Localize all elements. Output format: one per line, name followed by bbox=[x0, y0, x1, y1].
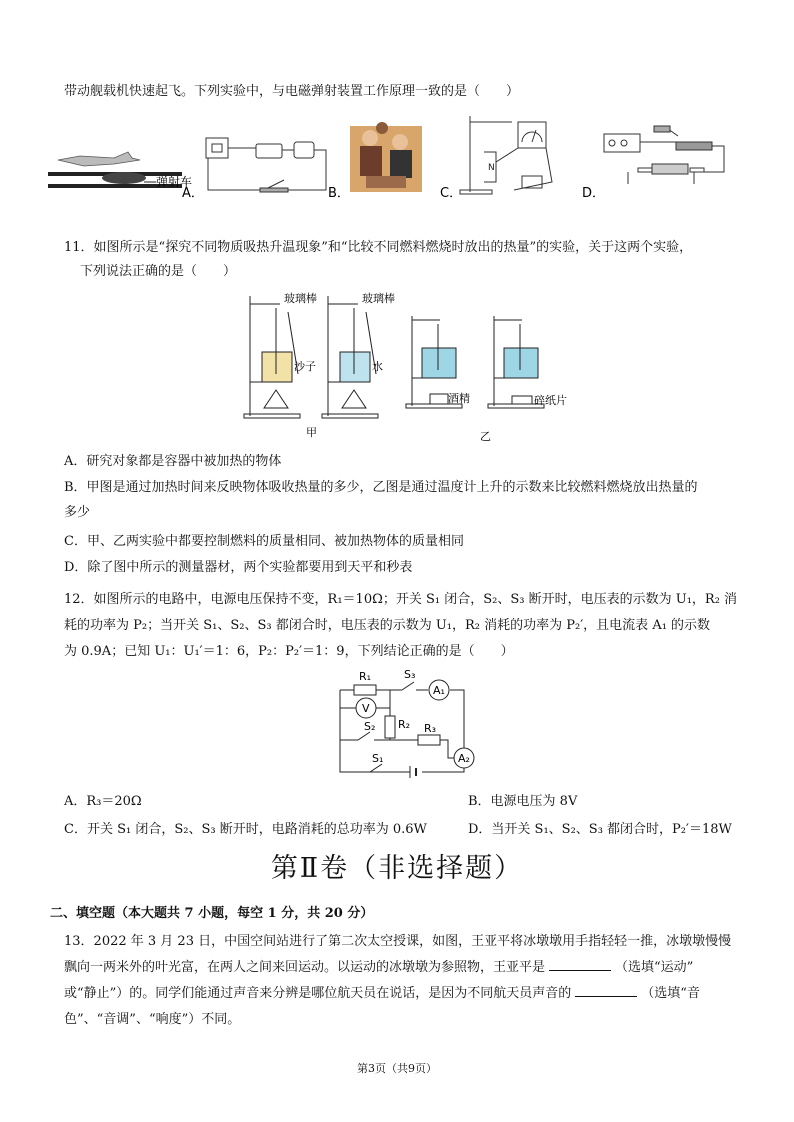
catapult-figure bbox=[48, 152, 192, 189]
answer-blank-1[interactable] bbox=[549, 958, 611, 971]
r1-label: R₁ bbox=[359, 670, 372, 683]
q12-option-c: C．开关 S₁ 闭合，S₂、S₃ 断开时，电路消耗的总功率为 0.6W bbox=[64, 822, 427, 837]
q13-line2-hint: （选填“运动” bbox=[615, 960, 694, 975]
q13-line2-text: 飘向一两米外的叶光富，在两人之间来回运动。以运动的冰墩墩为参照物，王亚平是 bbox=[64, 960, 546, 975]
q13-line1: 13．2022 年 3 月 23 日，中国空间站进行了第二次太空授课，如图，王亚平将冰墩墩用手指轻轻一推，冰墩墩慢慢 bbox=[64, 934, 732, 949]
q12-option-a: A．R₃＝20Ω bbox=[64, 794, 142, 809]
q11-option-b-line1: B．甲图是通过加热时间来反映物体吸收热量的多少，乙图是通过温度计上升的示数来比较燃料燃烧放出热量的 bbox=[64, 480, 698, 495]
q11-stem-line1: 11．如图所示是“探究不同物质吸热升温现象”和“比较不同燃料燃烧时放出的热量”的实验，关于这两个实验， bbox=[64, 240, 693, 255]
option-d-label: D． bbox=[582, 186, 606, 201]
q12-option-b: B．电源电压为 8V bbox=[468, 794, 578, 809]
figure-jia-label: 甲 bbox=[306, 426, 317, 439]
r3-label: R₃ bbox=[424, 722, 437, 735]
q13-line3-hint: （选填“音 bbox=[641, 986, 700, 1001]
q12-stem-line1: 12．如图所示的电路中，电源电压保持不变，R₁＝10Ω；开关 S₁ 闭合，S₂、S₃ 断开时，电压表的示数为 U₁，R₂ 消 bbox=[64, 592, 738, 607]
catapult-label: 弹射车 bbox=[156, 175, 193, 189]
q11-stem-line2: 下列说法正确的是（ ） bbox=[80, 264, 237, 279]
q13-line3 bbox=[64, 984, 700, 1004]
voltmeter-label: V bbox=[362, 702, 370, 715]
water-label: 水 bbox=[372, 360, 383, 373]
q10-figures bbox=[44, 112, 794, 204]
q12-stem-line2: 耗的功率为 P₂；当开关 S₁、S₂、S₃ 都闭合时，电压表的示数为 U₁，R₂ 消耗的功率为 P₂′，且电流表 A₁ 的示数 bbox=[64, 618, 711, 633]
answer-blank-2[interactable] bbox=[575, 984, 637, 997]
q13-line2 bbox=[64, 958, 693, 978]
q10-stem-tail: 带动舰载机快速起飞。下列实验中，与电磁弹射装置工作原理一致的是（ ） bbox=[64, 84, 520, 99]
q12-option-d: D．当开关 S₁、S₂、S₃ 都闭合时，P₂′＝18W bbox=[468, 822, 732, 837]
s1-label: S₁ bbox=[372, 752, 384, 765]
sand-label: 沙子 bbox=[294, 360, 316, 373]
section-title: 第Ⅱ卷（非选择题） bbox=[270, 853, 524, 884]
option-b-people-figure bbox=[350, 122, 422, 192]
paper-scraps-label: 碎纸片 bbox=[534, 394, 567, 407]
magnet-label: N bbox=[488, 163, 495, 173]
option-b-label: B． bbox=[328, 186, 350, 201]
option-d-apparatus bbox=[604, 126, 724, 184]
q13-line3-text: 或“静止”）的。同学们能通过声音来分辨是哪位航天员在说话，是因为不同航天员声音的 bbox=[64, 986, 572, 1001]
option-c-apparatus bbox=[460, 116, 552, 194]
s3-label: S₃ bbox=[404, 668, 416, 681]
q11-option-d: D．除了图中所示的测量器材，两个实验都要用到天平和秒表 bbox=[64, 560, 413, 575]
q11-experiment-figure bbox=[236, 290, 576, 450]
q12-stem-line3: 为 0.9A；已知 U₁：U₁′＝1：6，P₂：P₂′＝1：9，下列结论正确的是（ ） bbox=[64, 644, 514, 659]
q13-line4: 色”、“音调”、“响度”）不同。 bbox=[64, 1012, 241, 1027]
option-a-label: A． bbox=[182, 186, 204, 201]
glass-rod-label-1: 玻璃棒 bbox=[284, 292, 317, 305]
figure-yi-label: 乙 bbox=[480, 430, 491, 443]
part2-heading: 二、填空题（本大题共 7 小题，每空 1 分，共 20 分） bbox=[50, 906, 374, 921]
s2-label: S₂ bbox=[364, 720, 376, 733]
q11-option-a: A．研究对象都是容器中被加热的物体 bbox=[64, 454, 282, 469]
a1-label: A₁ bbox=[433, 684, 445, 697]
q11-option-b-line2: 多少 bbox=[64, 505, 91, 520]
option-a-apparatus bbox=[206, 138, 326, 192]
q12-circuit-diagram bbox=[330, 668, 480, 780]
q11-option-c: C．甲、乙两实验中都要控制燃料的质量相同、被加热物体的质量相同 bbox=[64, 534, 464, 549]
r2-label: R₂ bbox=[398, 718, 411, 731]
page-footer: 第3页（共9页） bbox=[357, 1062, 437, 1075]
alcohol-label: 酒精 bbox=[448, 392, 470, 405]
option-c-label: C． bbox=[440, 186, 463, 201]
glass-rod-label-2: 玻璃棒 bbox=[362, 292, 395, 305]
a2-label: A₂ bbox=[458, 752, 470, 765]
